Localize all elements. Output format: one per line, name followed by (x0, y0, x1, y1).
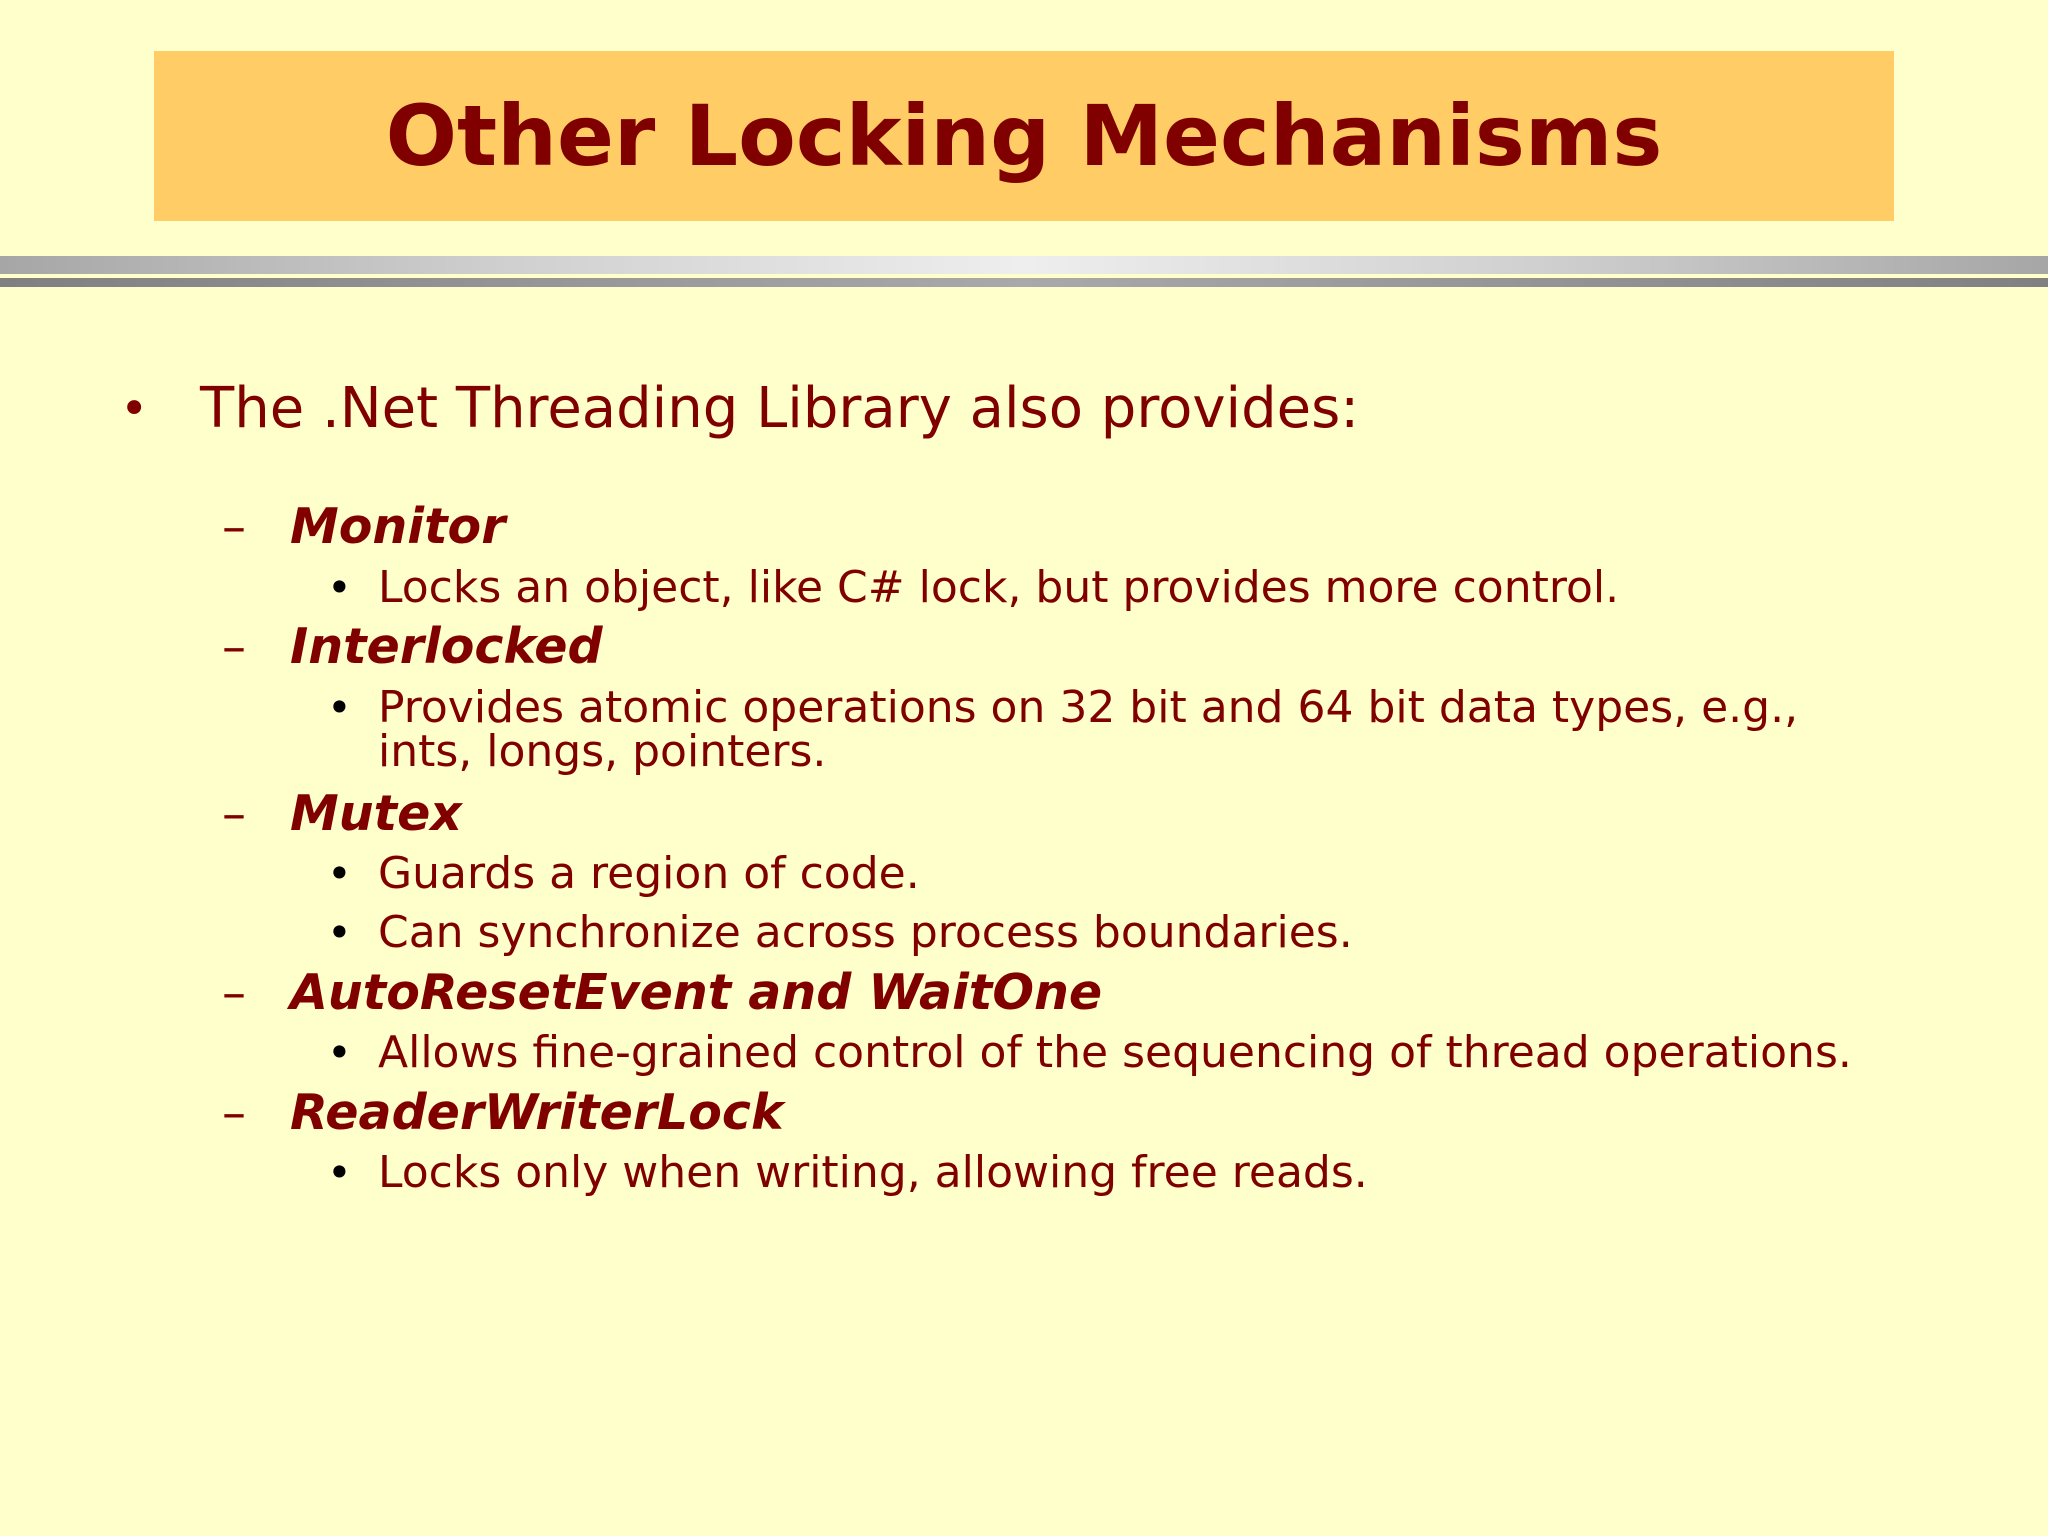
bullet-icon: • (327, 683, 352, 732)
dash-icon: – (222, 965, 246, 1021)
bullet-icon: • (120, 381, 149, 437)
sub-point-text: Allows fine-grained control of the sequencing of thread operations. (378, 1027, 1852, 1078)
sub-point-text: Locks only when writing, allowing free reads. (378, 1147, 1368, 1198)
item-heading: ReaderWriterLock (290, 1084, 784, 1141)
dash-icon: – (222, 499, 246, 555)
intro-text: The .Net Threading Library also provides: (200, 376, 1360, 441)
dash-icon: – (222, 619, 246, 675)
bullet-icon: • (327, 1148, 352, 1197)
sub-point-text: Guards a region of code. (378, 848, 920, 899)
sub-point-text: Can synchronize across process boundaries. (378, 907, 1353, 958)
item-heading: AutoResetEvent and WaitOne (290, 964, 1103, 1021)
sub-point-text: Locks an object, like C# lock, but provides more control. (378, 562, 1620, 613)
bullet-icon: • (327, 908, 352, 957)
bullet-icon: • (327, 849, 352, 898)
sub-point-text: Provides atomic operations on 32 bit and 64 bit data types, e.g., ints, longs, pointers. (378, 682, 1799, 777)
item-heading: Interlocked (290, 618, 603, 675)
dash-icon: – (222, 1085, 246, 1141)
dash-icon: – (222, 786, 246, 842)
bullet-icon: • (327, 563, 352, 612)
item-heading: Monitor (290, 498, 506, 555)
slide-title: Other Locking Mechanisms (385, 87, 1663, 185)
item-heading: Mutex (290, 785, 462, 842)
bullet-icon: • (327, 1028, 352, 1077)
